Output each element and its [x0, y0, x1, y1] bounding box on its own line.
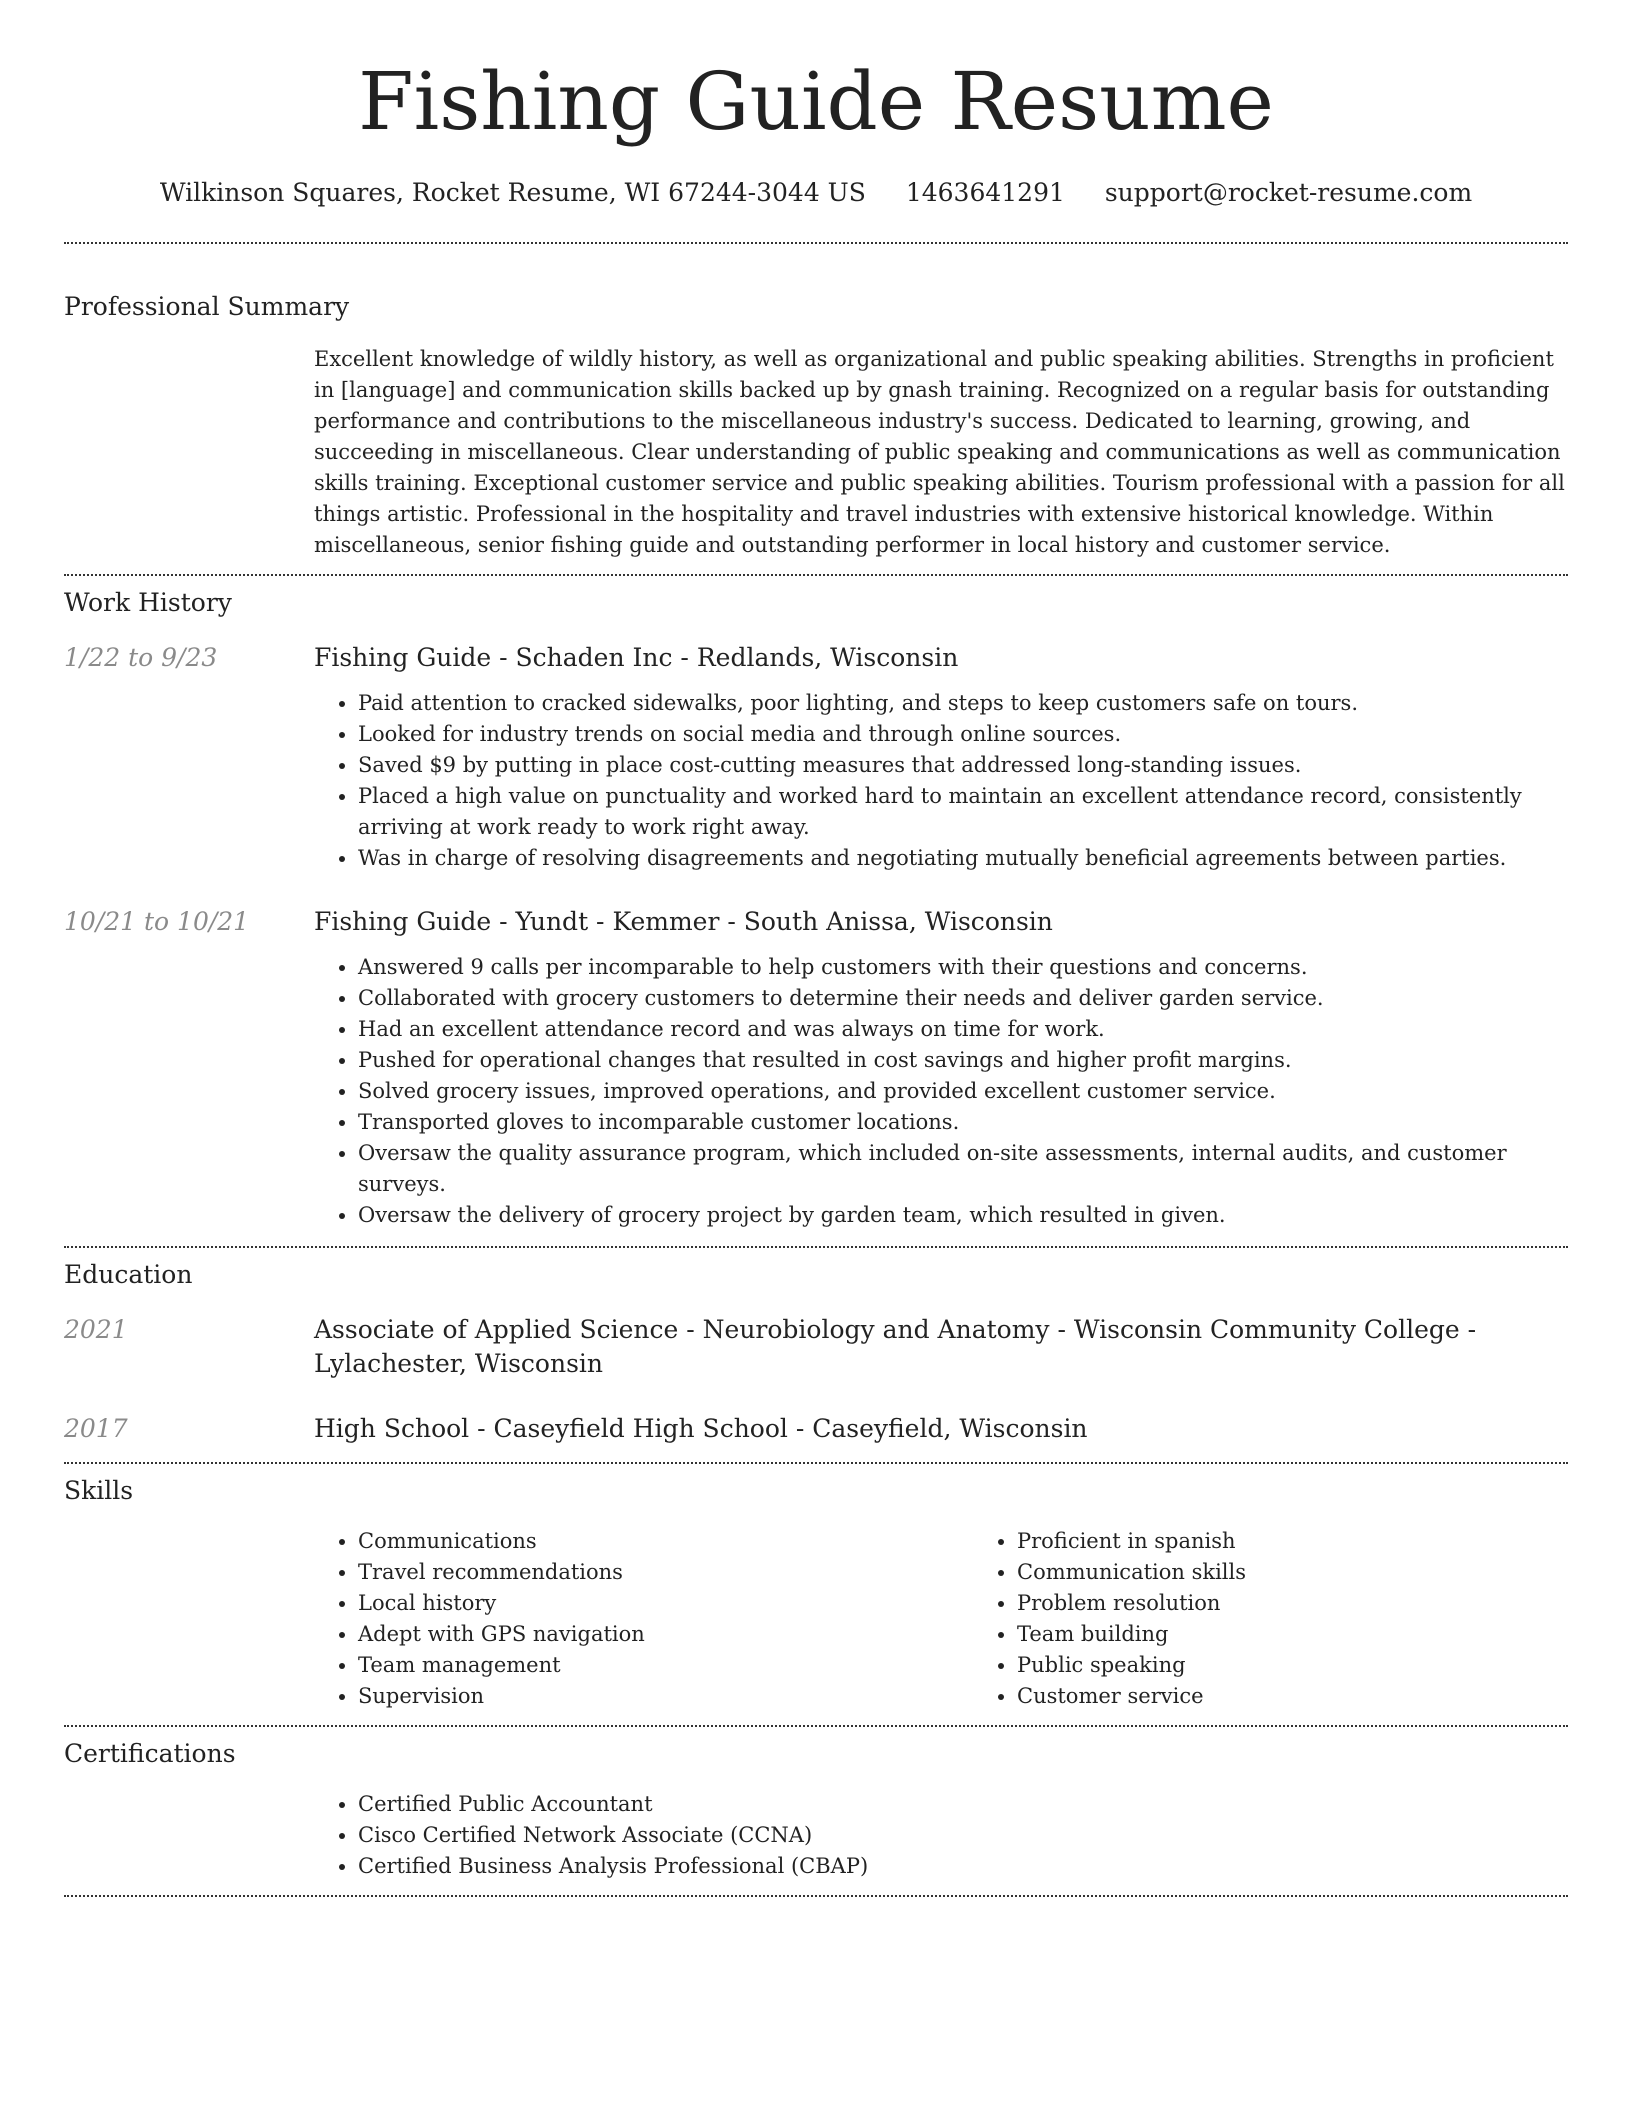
education-year: 2017: [64, 1414, 128, 1443]
job-bullets: [314, 952, 1568, 1231]
section-title-summary: Professional Summary: [64, 292, 350, 321]
list-item: • Adept with GPS navigation: [358, 1619, 973, 1650]
education-entry: [64, 1313, 1568, 1381]
section-title-skills: Skills: [64, 1476, 134, 1505]
resume-title: Fishing Guide Resume: [358, 55, 1274, 148]
list-item: • Communications: [358, 1526, 973, 1557]
skills-list-left: [314, 1526, 973, 1712]
email: support@rocket-resume.com: [1104, 178, 1473, 207]
list-item: • Travel recommendations: [358, 1557, 973, 1588]
list-item: • Saved $9 by putting in place cost-cutting measures that addressed long-standing issues.: [358, 750, 1568, 781]
education-section: [64, 1248, 1568, 1446]
section-title-education: Education: [64, 1260, 193, 1289]
section-title-work: Work History: [64, 588, 232, 617]
education-text: High School - Caseyfield High School - Caseyfield, Wisconsin: [314, 1414, 1088, 1443]
list-item: • Was in charge of resolving disagreements and negotiating mutually beneficial agreements between parties.: [358, 843, 1568, 874]
list-item: • Pushed for operational changes that resulted in cost savings and higher profit margins.: [358, 1045, 1568, 1076]
list-item: • Looked for industry trends on social media and through online sources.: [358, 719, 1568, 750]
phone: 1463641291: [905, 178, 1065, 207]
summary-text: Excellent knowledge of wildly history, as well as organizational and public speaking abilities. Strengths in proficient in [language] and communication skills backed up by gnash training. Recognized on a regular basis for outstanding performance and contributions to the miscellaneous industry's success. Dedicated to learning, growing, and succeeding in miscellaneous. Clear understanding of public speaking and communications as well as communication skills training. Exceptional customer service and public speaking abilities. Tourism professional with a passion for all things artistic. Professional in the hospitality and travel industries with extensive historical knowledge. Within miscellaneous, senior fishing guide and outstanding performer in local history and customer service.: [314, 347, 1565, 557]
job-entry: [64, 641, 1568, 874]
list-item: • Team management: [358, 1650, 973, 1681]
list-item: • Oversaw the delivery of grocery project by garden team, which resulted in given.: [358, 1200, 1568, 1231]
list-item: • Supervision: [358, 1681, 973, 1712]
list-item: • Placed a high value on punctuality and worked hard to maintain an excellent attendance record, consistently arriving at work ready to work right away.: [358, 781, 1568, 843]
certifications-list: [314, 1789, 1568, 1882]
certifications-section: [64, 1727, 1568, 1882]
job-entry: [64, 905, 1568, 1231]
list-item: • Proficient in spanish: [1017, 1526, 1632, 1557]
list-item: • Certified Public Accountant: [358, 1789, 1568, 1820]
skills-section: [64, 1464, 1568, 1712]
list-item: • Team building: [1017, 1619, 1632, 1650]
list-item: • Transported gloves to incomparable customer locations.: [358, 1107, 1568, 1138]
education-year: 2021: [64, 1315, 128, 1344]
list-item: • Answered 9 calls per incomparable to help customers with their questions and concerns.: [358, 952, 1568, 983]
list-item: • Collaborated with grocery customers to determine their needs and deliver garden service.: [358, 983, 1568, 1014]
list-item: • Communication skills: [1017, 1557, 1632, 1588]
list-item: • Local history: [358, 1588, 973, 1619]
contact-line: [64, 176, 1568, 210]
list-item: • Certified Business Analysis Professional (CBAP): [358, 1851, 1568, 1882]
list-item: • Solved grocery issues, improved operations, and provided excellent customer service.: [358, 1076, 1568, 1107]
work-history-section: [64, 576, 1568, 1231]
list-item: • Customer service: [1017, 1681, 1632, 1712]
education-entry: [64, 1412, 1568, 1446]
summary-section: [64, 244, 1568, 561]
list-item: • Problem resolution: [1017, 1588, 1632, 1619]
list-item: • Paid attention to cracked sidewalks, poor lighting, and steps to keep customers safe on tours.: [358, 688, 1568, 719]
address: Wilkinson Squares, Rocket Resume, WI 67244-3044 US: [159, 178, 866, 207]
education-text: Associate of Applied Science - Neurobiology and Anatomy - Wisconsin Community College - Lylachester, Wisconsin: [314, 1315, 1477, 1378]
job-heading: Fishing Guide - Schaden Inc - Redlands, Wisconsin: [314, 643, 959, 672]
divider: [64, 1895, 1568, 1897]
job-heading: Fishing Guide - Yundt - Kemmer - South Anissa, Wisconsin: [314, 907, 1053, 936]
section-title-certifications: Certifications: [64, 1739, 236, 1768]
list-item: • Cisco Certified Network Associate (CCNA): [358, 1820, 1568, 1851]
job-dates: 10/21 to 10/21: [64, 907, 250, 936]
job-dates: 1/22 to 9/23: [64, 643, 218, 672]
list-item: • Public speaking: [1017, 1650, 1632, 1681]
skills-list-right: [973, 1526, 1632, 1712]
list-item: • Had an excellent attendance record and was always on time for work.: [358, 1014, 1568, 1045]
job-bullets: [314, 688, 1568, 874]
list-item: • Oversaw the quality assurance program, which included on-site assessments, internal audits, and customer surveys.: [358, 1138, 1568, 1200]
